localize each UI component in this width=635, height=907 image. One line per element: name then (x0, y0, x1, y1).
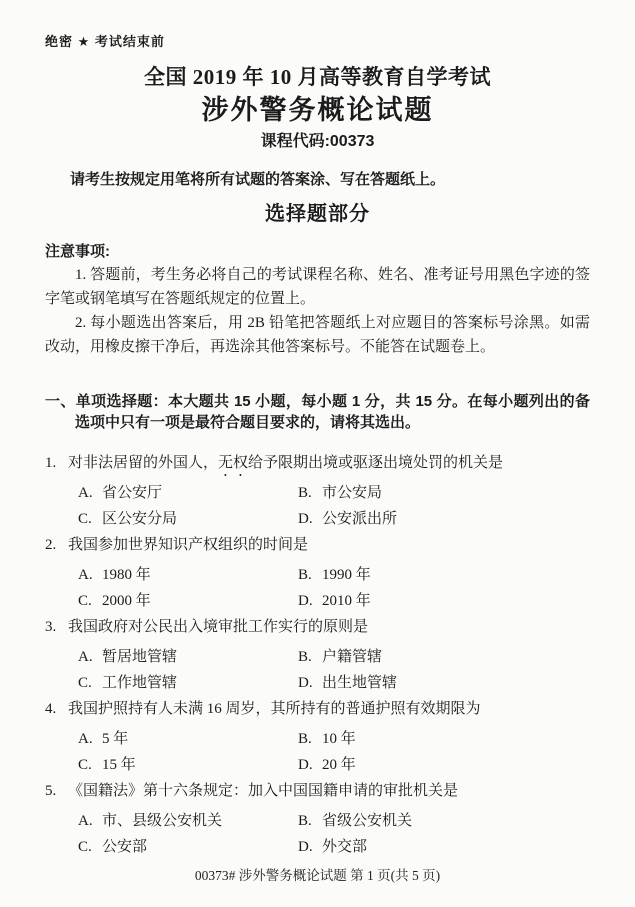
question-number: 2. (45, 537, 57, 553)
option-text: 户籍管辖 (322, 649, 383, 665)
option-text: 省级公安机关 (322, 813, 413, 829)
option-b (298, 726, 590, 752)
option-c (78, 670, 298, 696)
option-label: C. (78, 839, 92, 855)
option-label: D. (298, 511, 313, 527)
notice-item-1: 1. 答题前，考生务必将自己的考试课程名称、姓名、准考证号用黑色字迹的签字笔或钢笔填写在答题纸规定的位置上。 (45, 267, 590, 307)
option-label: A. (78, 813, 93, 829)
option-a (78, 562, 298, 588)
question-3-stem (45, 614, 590, 644)
option-c (78, 506, 298, 532)
option-text: 20 年 (322, 757, 356, 773)
answer-instruction: 请考生按规定用笔将所有试题的答案涂、写在答题纸上。 (70, 171, 446, 188)
question-text-post: 给予限期出境或驱逐出境处罚的机关是 (248, 455, 504, 471)
option-label: B. (298, 567, 312, 583)
question-2-stem (45, 532, 590, 562)
question-text (68, 532, 590, 562)
question-number: 4. (45, 701, 57, 717)
question-1 (45, 450, 590, 532)
option-text: 1980 年 (102, 567, 151, 583)
question-number: 3. (45, 619, 57, 635)
option-text: 出生地管辖 (322, 675, 398, 691)
option-label: A. (78, 485, 93, 501)
option-label: B. (298, 731, 312, 747)
option-d (298, 588, 590, 614)
option-text: 2000 年 (102, 593, 151, 609)
option-label: A. (78, 649, 93, 665)
option-c (78, 834, 298, 860)
question-5-stem (45, 778, 590, 808)
option-label: C. (78, 675, 92, 691)
question-number: 1. (45, 455, 57, 471)
option-text: 外交部 (322, 839, 368, 855)
option-label: D. (298, 839, 313, 855)
option-b (298, 808, 590, 834)
classification-banner: 绝密 ★ 考试结束前 (45, 34, 165, 49)
option-b (298, 480, 590, 506)
option-d (298, 752, 590, 778)
question-text-pre: 我国护照持有人未满 16 周岁，其所持有的普通护照有效期限为 (68, 701, 481, 717)
question-text-pre: 对非法居留的外国人， (68, 455, 219, 471)
exam-session-title: 全国 2019 年 10 月高等教育自学考试 (144, 65, 491, 89)
option-grid (78, 480, 590, 532)
option-grid (78, 808, 590, 860)
option-text: 区公安分局 (102, 511, 178, 527)
option-text: 15 年 (102, 757, 136, 773)
option-c (78, 588, 298, 614)
notice-item-2: 2. 每小题选出答案后，用 2B 铅笔把答题纸上对应题目的答案标号涂黑。如需改动，用橡皮擦干净后，再选涂其他答案标号。不能答在试题卷上。 (45, 315, 590, 355)
option-text: 5 年 (102, 731, 129, 747)
option-a (78, 808, 298, 834)
option-text: 1990 年 (322, 567, 371, 583)
option-label: B. (298, 649, 312, 665)
page-footer: 00373# 涉外警务概论试题 第 1 页(共 5 页) (194, 868, 441, 883)
question-text-pre: 我国政府对公民出入境审批工作实行的原则是 (68, 619, 369, 635)
option-label: B. (298, 813, 312, 829)
option-label: B. (298, 485, 312, 501)
question-text (68, 450, 590, 480)
option-b (298, 562, 590, 588)
question-4-stem (45, 696, 590, 726)
exam-subject-title: 涉外警务概论试题 (201, 95, 434, 125)
question-number: 5. (45, 783, 57, 799)
option-text: 2010 年 (322, 593, 371, 609)
question-text-pre: 《国籍法》第十六条规定：加入中国国籍申请的审批机关是 (68, 783, 459, 799)
part-one-heading: 一、单项选择题：本大题共 15 小题，每小题 1 分，共 15 分。在每小题列出的备选项中只有一项是最符合题目要求的，请将其选出。 (45, 393, 590, 431)
option-a (78, 726, 298, 752)
option-grid (78, 562, 590, 614)
question-list (45, 450, 590, 860)
option-text: 市公安局 (322, 485, 383, 501)
multiple-choice-section-title: 选择题部分 (265, 203, 370, 225)
option-label: A. (78, 567, 93, 583)
option-d (298, 670, 590, 696)
question-text-emphasized: 无权 (218, 455, 249, 471)
option-text: 省公安厅 (102, 485, 163, 501)
option-d (298, 506, 590, 532)
option-a (78, 644, 298, 670)
question-2 (45, 532, 590, 614)
question-5 (45, 778, 590, 860)
option-d (298, 834, 590, 860)
option-label: A. (78, 731, 93, 747)
option-a (78, 480, 298, 506)
option-text: 市、县级公安机关 (102, 813, 223, 829)
option-text: 暂居地管辖 (102, 649, 178, 665)
question-4 (45, 696, 590, 778)
option-text: 公安部 (102, 839, 148, 855)
option-b (298, 644, 590, 670)
option-grid (78, 726, 590, 778)
option-label: D. (298, 757, 313, 773)
option-c (78, 752, 298, 778)
question-text-pre: 我国参加世界知识产权组织的时间是 (68, 537, 309, 553)
question-1-stem (45, 450, 590, 480)
option-label: C. (78, 757, 92, 773)
option-label: D. (298, 593, 313, 609)
notice-heading: 注意事项: (45, 243, 110, 260)
option-text: 公安派出所 (322, 511, 398, 527)
option-label: C. (78, 593, 92, 609)
option-text: 10 年 (322, 731, 356, 747)
question-3 (45, 614, 590, 696)
course-code: 课程代码:00373 (260, 133, 375, 150)
option-grid (78, 644, 590, 696)
question-text (68, 696, 590, 726)
question-text (68, 778, 590, 808)
option-label: C. (78, 511, 92, 527)
option-text: 工作地管辖 (102, 675, 178, 691)
question-text (68, 614, 590, 644)
option-label: D. (298, 675, 313, 691)
